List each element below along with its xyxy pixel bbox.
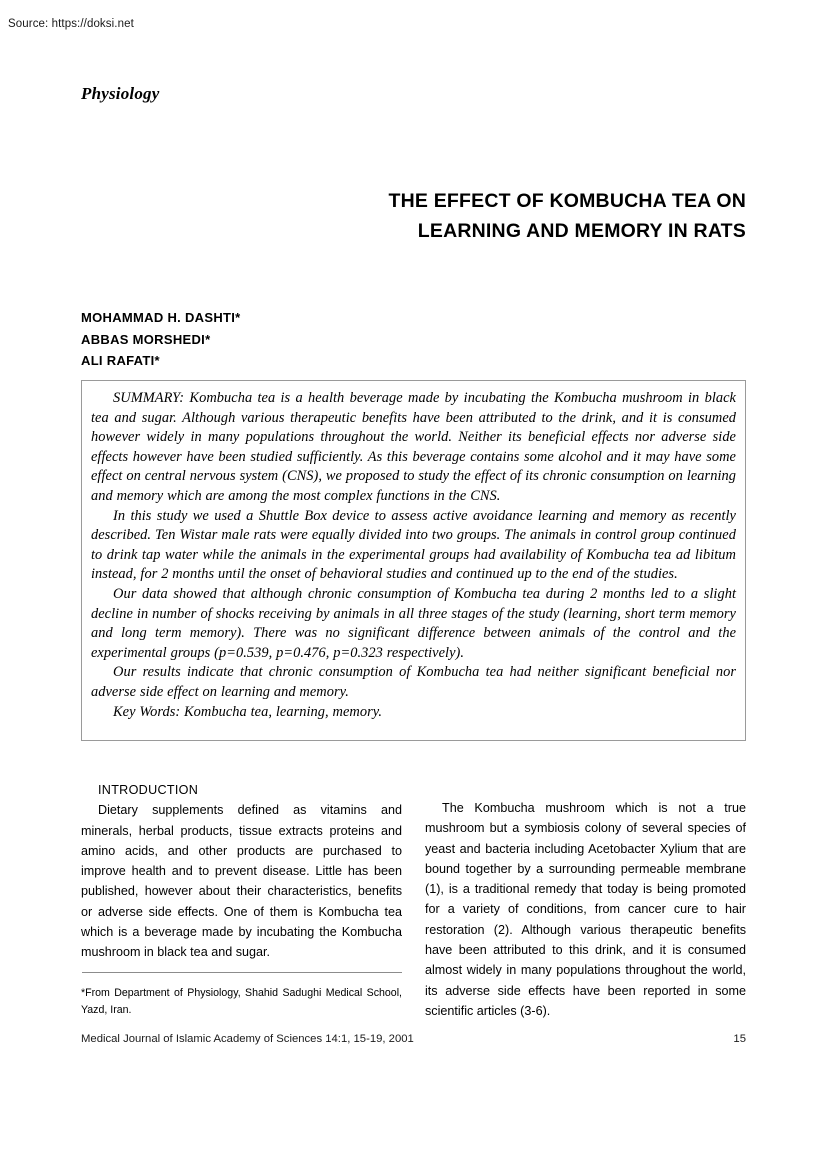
title-line-1: THE EFFECT OF KOMBUCHA TEA ON <box>388 190 746 212</box>
title-line-2: LEARNING AND MEMORY IN RATS <box>417 220 746 242</box>
summary-paragraph: Our data showed that although chronic consumption of Kombucha tea during 2 months led to a slight decline in number of shocks receiving by animals in all three stages of the study (learning, short term memory and long term memory). There was no significant difference between animals of the control and the experimental groups (p=0.539, p=0.476, p=0.323 respectively). <box>91 585 736 661</box>
author-name: ALI RAFATI* <box>81 353 160 368</box>
summary-paragraph: SUMMARY: Kombucha tea is a health beverage made by incubating the Kombucha mushroom in black tea and sugar. Although various therapeutic benefits have been attributed to the drink, and it is consumed however widely in many populations throughout the world. Neither its beneficial effects nor adverse side effects however have been studied sufficiently. As this beverage contains some alcohol and it may have some effect on central nervous system (CNS), we proposed to study the effect of its chronic consumption on learning and memory which are among the most complex functions in the CNS. <box>91 390 736 504</box>
body-column-left <box>81 780 402 963</box>
author-name: MOHAMMAD H. DASHTI* <box>81 310 241 325</box>
summary-keywords: Key Words: Kombucha tea, learning, memory. <box>113 703 383 720</box>
page-title <box>326 186 746 246</box>
journal-reference: Medical Journal of Islamic Academy of Sciences 14:1, 15-19, 2001 <box>81 1033 414 1045</box>
footnote-divider <box>82 972 402 973</box>
author-list <box>81 307 241 372</box>
page-number: 15 <box>733 1033 746 1045</box>
body-paragraph: Dietary supplements defined as vitamins and minerals, herbal products, tissue extracts proteins and amino acids, and other products are purchased to improve health and to prevent disease. Little has been published, however about their characteristics, benefits or adverse side effects. One of them is Kombucha tea which is a beverage made by incubating the Kombucha mushroom in black tea and sugar. <box>81 803 402 960</box>
section-heading-introduction: INTRODUCTION <box>98 783 199 797</box>
footnote-affiliation <box>81 985 402 1018</box>
body-paragraph: The Kombucha mushroom which is not a true mushroom but a symbiosis colony of several species of yeast and bacteria including Acetobacter Xylium that are bound together by a surrounding permeable membrane (1), is a traditional remedy that today is being promoted for a variety of conditions, from cancer cure to hair restoration (2). Although various therapeutic benefits have been attributed to this drink, and it is consumed almost widely in many populations throughout the world, its adverse side effects have been reported in some scientific articles (3-6). <box>425 801 746 1018</box>
footnote-text: *From Department of Physiology, Shahid Sadughi Medical School, Yazd, Iran. <box>81 987 402 1016</box>
author-name: ABBAS MORSHEDI* <box>81 331 211 347</box>
summary-abstract-box <box>81 380 746 741</box>
summary-paragraph: Our results indicate that chronic consumption of Kombucha tea had neither significant beneficial nor adverse side effect on learning and memory. <box>91 664 736 700</box>
body-column-right <box>425 798 746 1021</box>
source-watermark: Source: https://doksi.net <box>8 18 134 30</box>
summary-paragraph: In this study we used a Shuttle Box device to assess active avoidance learning and memory as recently described. Ten Wistar male rats were equally divided into two groups. The animals in control group continued to drink tap water while the animals in the experimental groups had availability of Kombucha tea ad libitum instead, for 2 months until the onset of behavioral studies and continued up to the end of the studies. <box>91 507 736 583</box>
running-head-physiology: Physiology <box>81 84 160 103</box>
